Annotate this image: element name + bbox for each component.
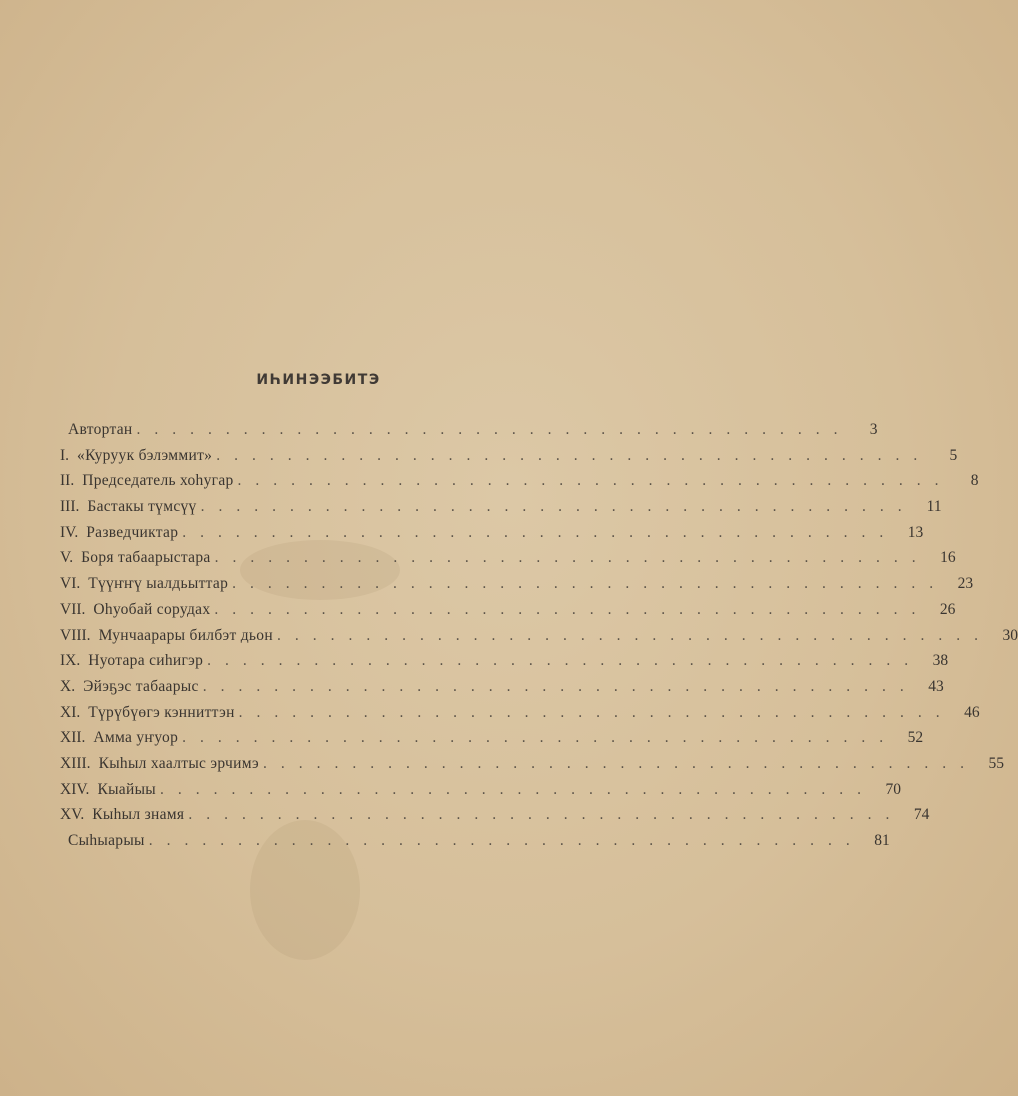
- chapter-number: XI.: [60, 703, 81, 721]
- page-number: 74: [913, 806, 930, 824]
- chapter-title: Кыһыл хаалтыс эрчимэ: [98, 754, 259, 772]
- toc-entry: [60, 549, 956, 575]
- page-title: ИҺИНЭЭБИТЭ: [256, 372, 381, 388]
- page-number: 70: [885, 780, 901, 798]
- chapter-title: Автортан: [68, 421, 133, 438]
- toc-entry: [60, 421, 878, 447]
- leader-dots: ........................................: [136, 421, 852, 438]
- toc-entry: [60, 523, 924, 550]
- chapter-title: Оһуобай сорудах: [93, 600, 211, 618]
- chapter-number: VIII.: [60, 626, 91, 644]
- leader-dots: ........................................: [160, 780, 875, 798]
- chapter-title: Мунчаарары билбэт дьон: [98, 626, 273, 644]
- chapter-title: Түрүбүөгэ кэнниттэн: [88, 703, 235, 721]
- page-number: 16: [940, 549, 956, 567]
- leader-dots: ........................................: [214, 549, 930, 567]
- chapter-title: Разведчиктар: [86, 523, 179, 541]
- chapter-title: Боря табаарыстара: [81, 549, 211, 567]
- leader-dots: ........................................: [276, 626, 992, 644]
- leader-dots: ........................................: [200, 498, 916, 516]
- leader-dots: ........................................: [182, 523, 898, 541]
- page-number: 52: [907, 729, 924, 747]
- chapter-title: Нуотара сиһигэр: [88, 652, 204, 670]
- page-number: 55: [988, 754, 1004, 772]
- toc-entry: [60, 703, 980, 730]
- page-number: 13: [907, 523, 924, 541]
- leader-dots: ........................................: [214, 600, 930, 618]
- chapter-number: VII.: [60, 600, 86, 618]
- chapter-title: Бастакы түмсүү: [87, 498, 197, 516]
- page-number: 46: [964, 703, 980, 721]
- chapter-number: IX.: [60, 652, 81, 670]
- page-number: 30: [1002, 626, 1018, 644]
- page-number: 38: [932, 652, 949, 670]
- leader-dots: ........................................: [262, 754, 978, 772]
- leader-dots: ........................................: [188, 806, 904, 824]
- toc-entry: [60, 600, 956, 627]
- leader-dots: ........................................: [202, 677, 918, 695]
- toc-entry: [60, 806, 930, 832]
- toc-entry: [60, 575, 974, 601]
- chapter-title: Сыһыарыы: [68, 832, 145, 849]
- toc-entry: [60, 754, 1004, 781]
- chapter-number: XII.: [60, 729, 86, 747]
- chapter-title: «Куруук бэлэммит»: [77, 446, 213, 464]
- chapter-number: IV.: [60, 523, 79, 541]
- page-number: 23: [957, 575, 974, 593]
- toc-entry: [60, 677, 944, 704]
- chapter-number: II.: [60, 472, 75, 490]
- toc-entry: [60, 472, 979, 498]
- page-number: 3: [869, 421, 878, 438]
- chapter-number: XIII.: [60, 754, 91, 772]
- toc-entry: [60, 832, 890, 858]
- chapter-title: Кыайыы: [97, 780, 156, 798]
- page-number: 26: [939, 600, 956, 618]
- leader-dots: ........................................: [232, 575, 948, 593]
- chapter-number: XV.: [60, 806, 85, 824]
- chapter-number: I.: [60, 446, 70, 464]
- leader-dots: ........................................: [207, 652, 923, 670]
- leader-dots: ........................................: [148, 832, 864, 849]
- page-number: 5: [949, 446, 958, 464]
- chapter-title: Амма уҥуор: [93, 729, 179, 747]
- chapter-title: Эйэҕэс табаарыс: [83, 677, 199, 695]
- toc-entry: [60, 729, 924, 755]
- page-number: 43: [928, 677, 944, 695]
- leader-dots: ........................................: [216, 446, 932, 464]
- table-of-contents: [60, 421, 1018, 858]
- toc-entry: [60, 780, 901, 807]
- page-number: 8: [970, 472, 979, 490]
- page-number: 11: [926, 498, 942, 516]
- chapter-number: III.: [60, 498, 80, 516]
- toc-entry: [60, 652, 949, 678]
- toc-entry: [60, 498, 942, 524]
- toc-entry: [60, 626, 1018, 653]
- chapter-title: Председатель хоһугар: [82, 472, 234, 490]
- page-number: 81: [874, 832, 890, 849]
- leader-dots: ........................................: [237, 472, 953, 490]
- chapter-title: Түүҥҥү ыалдьыттар: [88, 575, 229, 593]
- leader-dots: ........................................: [238, 703, 954, 721]
- chapter-number: X.: [60, 677, 76, 695]
- chapter-number: VI.: [60, 575, 81, 593]
- chapter-number: V.: [60, 549, 74, 567]
- chapter-number: XIV.: [60, 780, 90, 798]
- chapter-title: Кыһыл знамя: [92, 806, 185, 824]
- leader-dots: ........................................: [182, 729, 898, 747]
- toc-entry: [60, 446, 958, 473]
